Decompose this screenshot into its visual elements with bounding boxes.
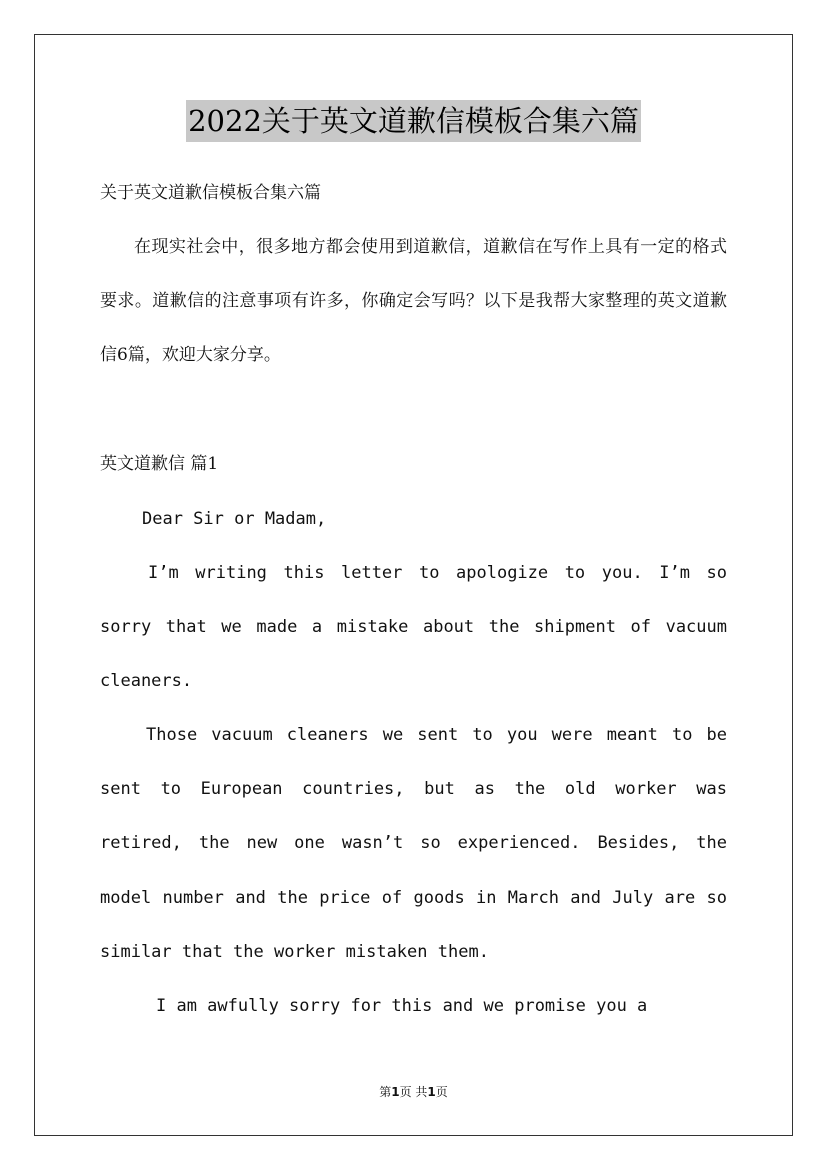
letter-paragraph-3: I am awfully sorry for this and we promise you a <box>156 996 648 1016</box>
letter-greeting: Dear Sir or Madam, <box>142 509 327 529</box>
intro-paragraph: 在现实社会中，很多地方都会使用到道歉信，道歉信在写作上具有一定的格式要求。道歉信的注意事项有许多，你确定会写吗？以下是我帮大家整理的英文道歉信6篇，欢迎大家分享。 <box>100 237 727 366</box>
footer-total-suffix: 页 <box>435 1085 448 1099</box>
document-subtitle: 关于英文道歉信模板合集六篇 <box>100 183 321 203</box>
footer-page-suffix: 页 共 <box>399 1085 428 1099</box>
footer-page-prefix: 第 <box>379 1085 392 1099</box>
page-footer <box>0 1083 827 1101</box>
letter-paragraph-1: I’m writing this letter to apologize to you. I’m so sorry that we made a mistake about the shipment of vacuum cleaners. <box>100 563 727 692</box>
title-container <box>0 100 827 142</box>
footer-total-pages: 1 <box>427 1085 436 1099</box>
footer-page-number: 1 <box>391 1085 400 1099</box>
section-heading: 英文道歉信 篇1 <box>100 454 219 474</box>
document-title: 2022关于英文道歉信模板合集六篇 <box>186 100 641 142</box>
letter-paragraph-2: Those vacuum cleaners we sent to you were meant to be sent to European countries, but as the old worker was retired, the new one wasn’t so experienced. Besides, the model number and the price of goods in March and July are so similar that the worker mistaken them. <box>100 725 727 962</box>
